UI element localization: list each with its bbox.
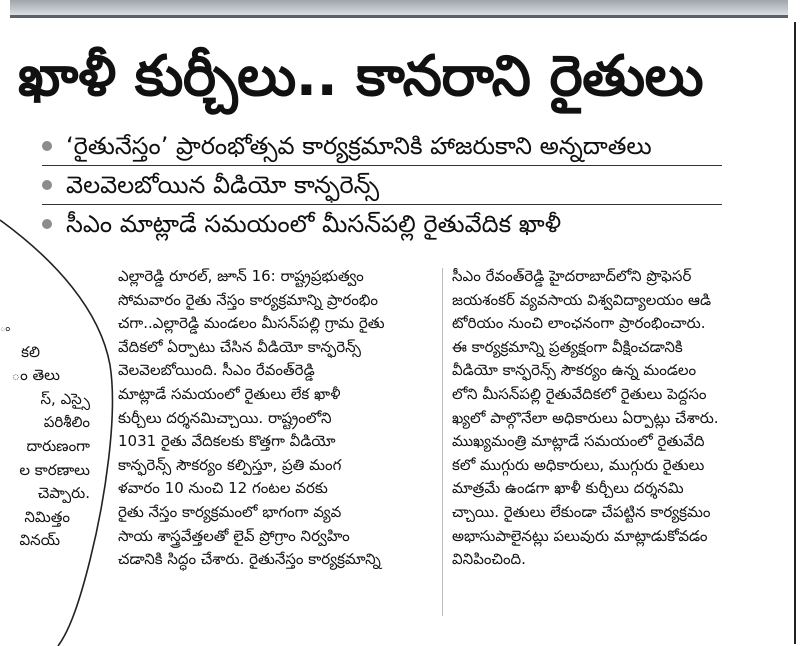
- article-column-right: [452, 265, 770, 572]
- text-line: చెప్పారు.: [37, 484, 90, 503]
- bullet-text: వెలవెలబోయిన వీడియో కాన్ఫరెన్స్: [66, 171, 380, 199]
- bullet-item: [42, 166, 722, 205]
- text-line: దారుణంగా: [26, 436, 90, 455]
- text-line: నిమిత్తం: [24, 507, 70, 526]
- text-line: అభాసుపాలైనట్లు పలువురు మాట్లాడుకోవడం: [452, 526, 708, 545]
- text-line: జయశంకర్ వ్యవసాయ విశ్వవిద్యాలయం ఆడి: [452, 290, 712, 309]
- text-line: సోమవారం రైతు నేస్తం కార్యక్రమాన్ని ప్రారంభిం: [118, 290, 378, 309]
- text-line: ల కారణాలు: [19, 460, 90, 479]
- text-line: ఖ్యలో పాల్గొనేలా అధికారులు ఏర్పాట్లు చేశారు.: [452, 408, 719, 427]
- text-line: వినయ్: [19, 531, 60, 550]
- bullet-dot-icon: [42, 180, 52, 190]
- bullet-item: [42, 205, 722, 243]
- text-line: టోరియం నుంచి లాంఛనంగా ప్రారంభించారు.: [452, 314, 706, 333]
- text-line: వీడియో కాన్ఫరెన్స్ సౌకర్యం ఉన్న మండలం: [452, 361, 697, 380]
- text-line: సీఎం రేవంత్‌రెడ్డి హైదరాబాద్‌లోని ప్రొఫెసర్: [452, 267, 692, 285]
- subheading-bullets: [42, 127, 722, 243]
- headline: ఖాళీ కుర్చీలు.. కానరాని రైతులు: [18, 44, 704, 109]
- article-column-middle: [118, 265, 436, 572]
- text-line: ఈ కార్యక్రమాన్ని ప్రత్యక్షంగా వీక్షించడానికి: [452, 337, 683, 356]
- bullet-text: ‘రైతునేస్తం’ ప్రారంభోత్సవ కార్యక్రమానికి హాజరుకాని అన్నదాతలు: [66, 132, 652, 160]
- text-line: లోని మీసన్‌పల్లి రైతువేదికలో రైతులు పెద్దసం: [452, 384, 707, 403]
- text-line: మాట్లాడే సమయంలో రైతులు లేక ఖాళీ: [118, 384, 341, 403]
- bullet-text: సీఎం మాట్లాడే సమయంలో మీసన్‌పల్లి రైతువేదిక ఖాళీ: [66, 210, 562, 238]
- bullet-item: [42, 127, 722, 166]
- text-line: కాన్ఫరెన్స్ సౌకర్యం కల్పిస్తూ, ప్రతి మంగ: [118, 455, 342, 474]
- text-line: మాత్రమే ఉండగా ఖాళీ కుర్చీలు దర్శనమి: [452, 479, 684, 498]
- text-line: కుర్చీలు దర్శనమిచ్చాయి. రాష్ట్రంలోని: [118, 408, 332, 427]
- text-line: చ్చాయి. రైతులు లేకుండా చేపట్టిన కార్యక్రమం: [452, 502, 711, 521]
- text-line: ముఖ్యమంత్రి మాట్లాడే సమయంలో రైతువేది: [452, 432, 705, 451]
- left-fragment-column: [0, 317, 90, 553]
- text-line: పరిశీలిం: [43, 413, 90, 432]
- text-line: ళవారం 10 నుంచి 12 గంటల వరకు: [118, 479, 328, 498]
- text-line: చగా..ఎల్లారెడ్డి మండలం మీసన్‌పల్లి గ్రామ రైతు: [118, 314, 385, 333]
- text-line: వినిపించింది.: [452, 550, 526, 569]
- top-photo-strip: [10, 0, 788, 18]
- column-divider: [442, 268, 443, 616]
- text-line: స్, ఎస్సై: [40, 389, 90, 408]
- bullet-dot-icon: [42, 141, 52, 151]
- text-line: వెలవెలబోయింది. సీఎం రేవంత్‌రెడ్డి: [118, 361, 315, 380]
- text-line: వేదికలో ఏర్పాటు చేసిన వీడియో కాన్ఫరెన్స్: [118, 337, 362, 356]
- text-line: ం: [0, 323, 10, 334]
- text-line: కలో ముగ్గురు అధికారులు, ముగ్గురు రైతులు: [452, 455, 705, 474]
- column-rule: [794, 22, 796, 644]
- text-line: 1031 రైతు వేదికలకు కొత్తగా వీడియో: [118, 432, 336, 451]
- text-line: ం తెలు: [11, 366, 60, 385]
- text-line: ఎల్లారెడ్డి రూరల్, జూన్ 16: రాష్ట్రప్రభుత్వం: [118, 267, 364, 285]
- text-line: చడానికి సిద్ధం చేశారు. రైతునేస్తం కార్యక్రమాన్ని: [118, 550, 381, 569]
- text-line: కలి: [21, 342, 40, 361]
- text-line: సాయ శాస్త్రవేత్తలతో లైవ్ ప్రోగ్రాం నిర్వహిం: [118, 526, 350, 545]
- text-line: రైతు నేస్తం కార్యక్రమంలో భాగంగా వ్యవ: [118, 502, 342, 521]
